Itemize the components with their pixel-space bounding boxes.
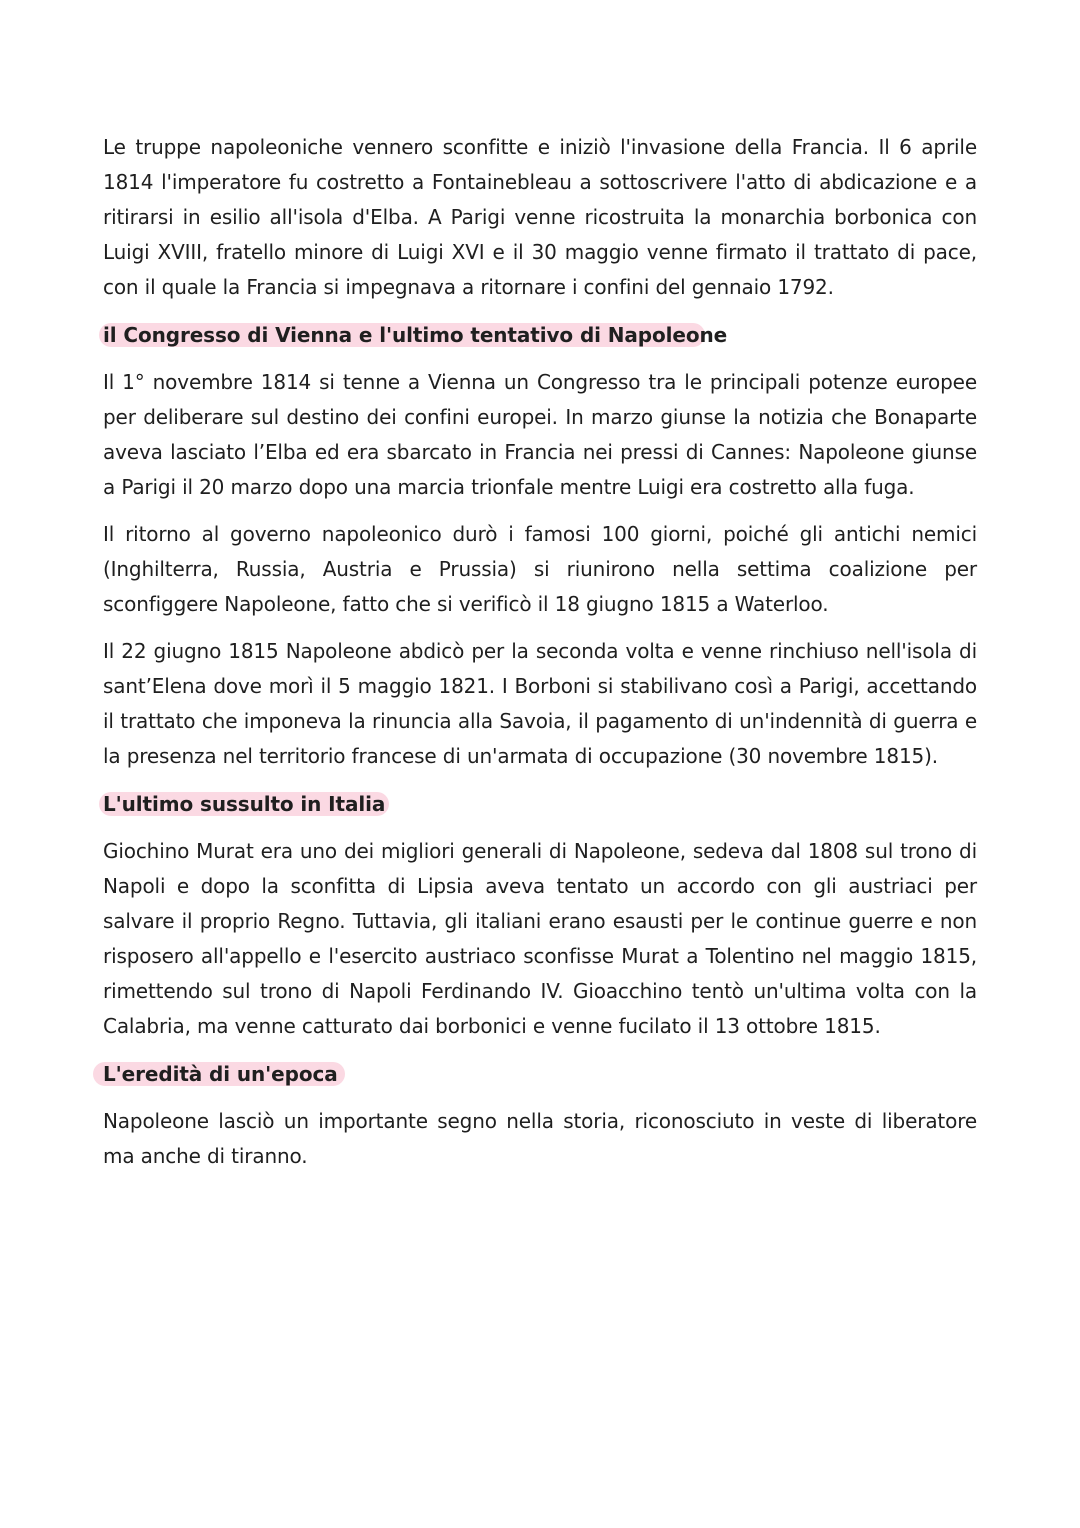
heading-text: L'eredità di un'epoca: [103, 1062, 338, 1086]
section-heading-italy: [103, 786, 977, 822]
heading-text: L'ultimo sussulto in Italia: [103, 792, 386, 816]
paragraph-legacy: Napoleone lasciò un importante segno nella storia, riconosciuto in veste di liberatore ma anche di tiranno.: [103, 1109, 977, 1168]
document-page: [103, 130, 977, 1186]
section-heading-legacy: [103, 1056, 977, 1092]
paragraph-hundred-days: Il ritorno al governo napoleonico durò i famosi 100 giorni, poiché gli antichi nemici (Inghilterra, Russia, Austria e Prussia) si riunirono nella settima coalizione per sconfiggere Napoleone, fatto che si verificò il 18 giugno 1815 a Waterloo.: [103, 522, 977, 616]
paragraph-second-abdication: Il 22 giugno 1815 Napoleone abdicò per la seconda volta e venne rinchiuso nell'isola di sant’Elena dove morì il 5 maggio 1821. I Borboni si stabilivano così a Parigi, accettando il trattato che imponeva la rinuncia alla Savoia, il pagamento di un'indennità di guerra e la presenza nel territorio francese di un'armata di occupazione (30 novembre 1815).: [103, 639, 977, 768]
paragraph-congress: Il 1° novembre 1814 si tenne a Vienna un Congresso tra le principali potenze europee per deliberare sul destino dei confini europei. In marzo giunse la notizia che Bonaparte aveva lasciato l’Elba ed era sbarcato in Francia nei pressi di Cannes: Napoleone giunse a Parigi il 20 marzo dopo una marcia trionfale mentre Luigi era costretto alla fuga.: [103, 370, 977, 499]
paragraph-murat: Giochino Murat era uno dei migliori generali di Napoleone, sedeva dal 1808 sul trono di Napoli e dopo la sconfitta di Lipsia aveva tentato un accordo con gli austriaci per salvare il proprio Regno. Tuttavia, gli italiani erano esausti per le continue guerre e non risposero all'appello e l'esercito austriaco sconfisse Murat a Tolentino nel maggio 1815, rimettendo sul trono di Napoli Ferdinando IV. Gioacchino tentò un'ultima volta con la Calabria, ma venne catturato dai borbonici e venne fucilato il 13 ottobre 1815.: [103, 839, 977, 1038]
paragraph-abdication: Le truppe napoleoniche vennero sconfitte e iniziò l'invasione della Francia. Il 6 aprile 1814 l'imperatore fu costretto a Fontainebleau a sottoscrivere l'atto di abdicazione e a ritirarsi in esilio all'isola d'Elba. A Parigi venne ricostruita la monarchia borbonica con Luigi XVIII, fratello minore di Luigi XVI e il 30 maggio venne firmato il trattato di pace, con il quale la Francia si impegnava a ritornare i confini del gennaio 1792.: [103, 135, 977, 299]
heading-text: il Congresso di Vienna e l'ultimo tentativo di Napoleone: [103, 323, 728, 347]
section-heading-congress: [103, 317, 977, 353]
